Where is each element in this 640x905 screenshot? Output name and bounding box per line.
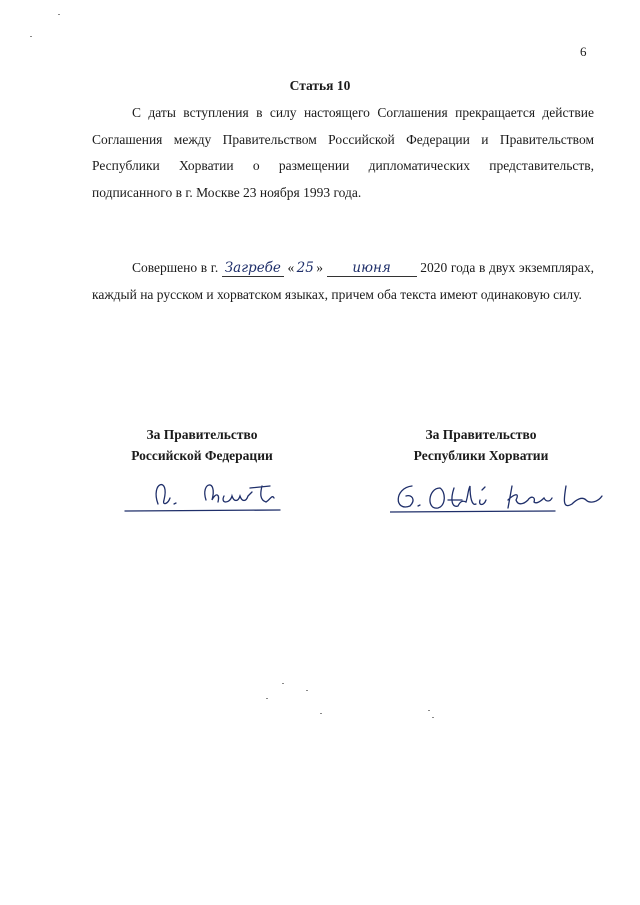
scan-speck xyxy=(428,710,430,711)
signature-croatia xyxy=(390,470,635,520)
scan-speck xyxy=(282,683,284,684)
signature-russia xyxy=(120,470,290,520)
article-paragraph: С даты вступления в силу настоящего Соглашения прекращается действие Соглашения между Правительством Российской Федерации и Правительством Республики Хорватии о размещении дипломатических представительств, подписанного в г. Москве 23 ноября 1993 года. xyxy=(92,105,594,200)
done-at-prefix: Совершено в г. xyxy=(132,260,219,275)
quote-close: » xyxy=(316,260,323,275)
scan-speck xyxy=(306,690,308,691)
scan-speck xyxy=(266,698,268,699)
signature-title-line2: Российской Федерации xyxy=(131,448,273,463)
signature-title-line1: За Правительство xyxy=(425,427,537,442)
signature-title-line1: За Правительство xyxy=(146,427,258,442)
scan-speck xyxy=(58,14,60,15)
quote-open: « xyxy=(287,260,295,275)
done-at-text: 2020 года в двух экземплярах, каждый на русском и хорватском языках, причем оба текста имеют одинаковую силу. xyxy=(92,260,594,302)
month-handwritten: июня xyxy=(327,260,417,277)
day-handwritten: 25 xyxy=(296,260,314,276)
done-at-paragraph xyxy=(92,255,594,308)
article-heading: Статья 10 xyxy=(289,78,351,93)
signature-block-croatia xyxy=(368,424,594,466)
signature-title-line2: Республики Хорватии xyxy=(413,448,549,463)
page-number: 6 xyxy=(580,44,587,59)
scan-speck xyxy=(320,713,322,714)
scan-speck xyxy=(30,36,32,37)
city-handwritten: Загребе xyxy=(222,260,284,277)
scan-speck xyxy=(432,717,434,718)
signature-block-russia xyxy=(92,424,312,466)
